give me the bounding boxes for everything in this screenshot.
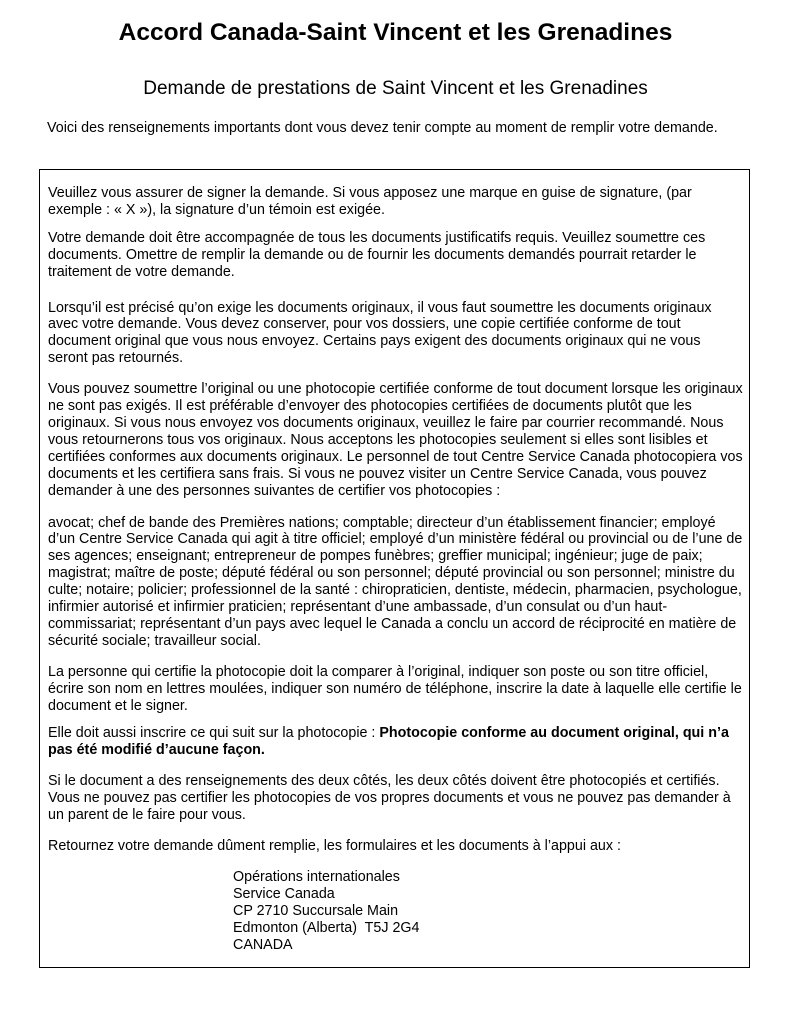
stamp-paragraph <box>48 725 743 759</box>
return-to-paragraph: Retournez votre demande dûment remplie, les formulaires et les documents à l’appui aux : <box>48 838 621 854</box>
two-sides-paragraph: Si le document a des renseignements des deux côtés, les deux côtés doivent être photocopiés et certifiés. Vous ne pouvez pas certifier les photocopies de vos propres documents et vous ne pouvez pas demander à un parent de le faire pour vous. <box>48 773 731 824</box>
documents-paragraph: Votre demande doit être accompagnée de tous les documents justificatifs requis. Veuillez soumettre ces documents. Omettre de remplir la demande ou de fournir les documents demandés pourrait retarder le traitement de votre demande. <box>48 229 706 280</box>
stamp-text: Photocopie conforme au document original, qui n’a pas été modifié d’aucune façon. <box>48 725 729 759</box>
address-line: Service Canada <box>233 885 335 902</box>
originals-paragraph: Lorsqu’il est précisé qu’on exige les documents originaux, il vous faut soumettre les documents originaux avec votre demande. Vous devez conserver, pour vos dossiers, une copie certifiée conforme de tout document original que vous nous envoyez. Certains pays exigent des documents originaux qui ne vous seront pas retournés. <box>48 299 712 367</box>
intro-text: Voici des renseignements importants dont vous devez tenir compte au moment de remplir votre demande. <box>47 120 718 136</box>
page-subtitle: Demande de prestations de Saint Vincent et les Grenadines <box>143 78 648 99</box>
page-title: Accord Canada-Saint Vincent et les Grenadines <box>118 19 673 46</box>
address-line: Opérations internationales <box>233 868 400 885</box>
important-information-box <box>39 169 750 968</box>
photocopies-paragraph: Vous pouvez soumettre l’original ou une photocopie certifiée conforme de tout document lorsque les originaux ne sont pas exigés. Il est préférable d’envoyer des photocopies certifiées de documents plutôt que les originaux. Si vous nous envoyez vos documents originaux, veuillez le faire par courrier recommandé. Nous vous retournerons tous vos originaux. Nous acceptons les photocopies seulement si elles sont lisibles et certifiées conformes aux documents originaux. Le personnel de tout Centre Service Canada photocopiera vos documents et les certifiera sans frais. Si vous ne pouvez visiter un Centre Service Canada, vous pouvez demander à une des personnes suivantes de certifier vos photocopies : <box>48 381 743 499</box>
mailing-address <box>233 869 743 954</box>
stamp-intro: Elle doit aussi inscrire ce qui suit sur la photocopie : <box>48 725 380 742</box>
box-content <box>48 185 743 953</box>
signature-paragraph: Veuillez vous assurer de signer la demande. Si vous apposez une marque en guise de signature, (par exemple : « X »), la signature d’un témoin est exigée. <box>48 185 692 218</box>
address-line: CANADA <box>233 936 293 953</box>
address-line: Edmonton (Alberta) T5J 2G4 <box>233 919 420 936</box>
certifier-duties-paragraph: La personne qui certifie la photocopie doit la comparer à l’original, indiquer son poste ou son titre officiel, écrire son nom en lettres moulées, indiquer son numéro de téléphone, inscrire la date à laquelle elle certifie le document et le signer. <box>48 663 742 714</box>
address-line: CP 2710 Succursale Main <box>233 902 399 919</box>
certifiers-list-paragraph: avocat; chef de bande des Premières nations; comptable; directeur d’un établissement financier; employé d’un Centre Service Canada qui agit à titre officiel; employé d’un ministère fédéral ou provincial ou de l’une de ses agences; enseignant; entrepreneur de pompes funèbres; greffier municipal; ingénieur; juge de paix; magistrat; maître de poste; député fédéral ou son personnel; député provincial ou son personnel; ministre du culte; notaire; policier; professionnel de la santé : chiropraticien, dentiste, médecin, pharmacien, psychologue, infirmier autorisé et infirmier praticien; représentant d’une ambassade, d’un consulat ou d’un haut-commissariat; représentant d’un pays avec lequel le Canada a conclu un accord de réciprocité en matière de sécurité sociale; travailleur social. <box>48 514 743 649</box>
